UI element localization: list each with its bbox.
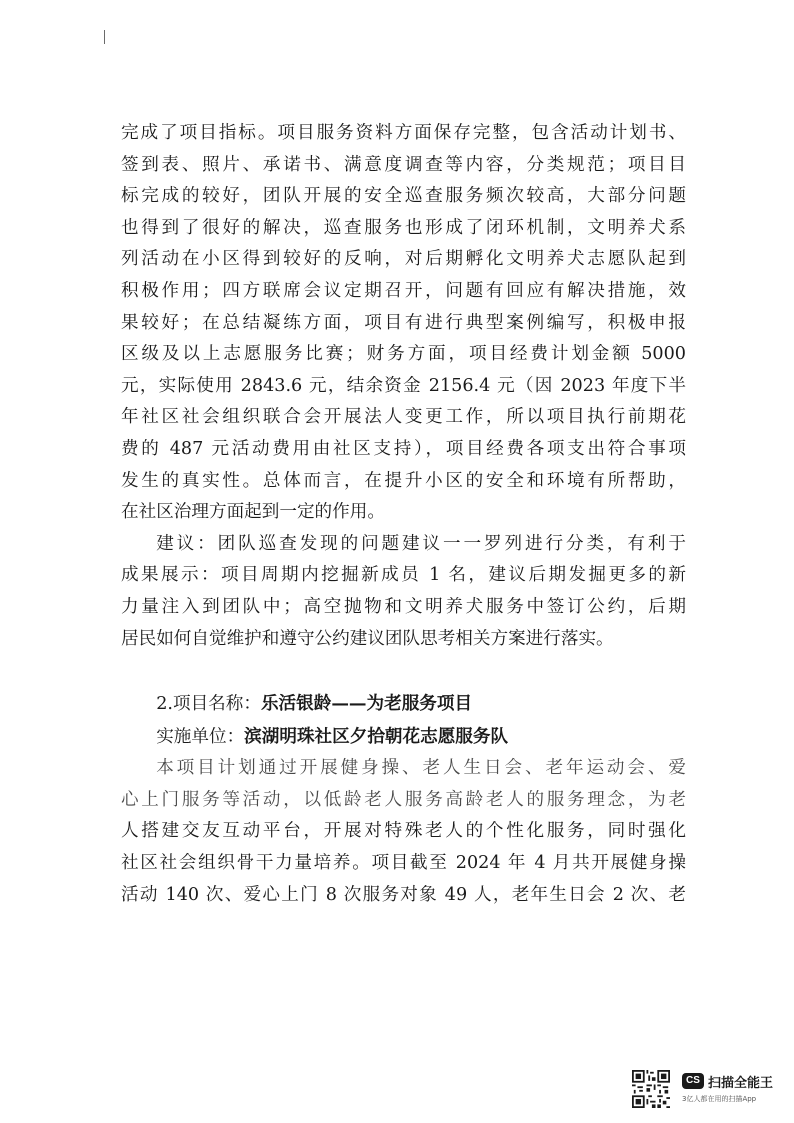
paragraph-line: 在社区治理方面起到一定的作用。 — [121, 502, 385, 523]
paragraph-line: 签到表、照片、承诺书、满意度调查等内容，分类规范；项目目 — [121, 154, 686, 175]
paragraph-line: 也得到了很好的解决，巡查服务也形成了闭环机制，文明养犬系 — [121, 217, 686, 238]
implementing-unit-value: 滨湖明珠社区夕拾朝花志愿服务队 — [244, 725, 509, 747]
camscanner-watermark — [632, 1070, 782, 1110]
paragraph-line: 完成了项目指标。项目服务资料方面保存完整，包含活动计划书、 — [121, 123, 686, 143]
paragraph-line: 年社区社会组织联合会开展法人变更工作，所以项目执行前期花 — [121, 407, 686, 428]
camscanner-app-name: 扫描全能王 — [708, 1076, 774, 1091]
camscanner-logo-icon: CS — [682, 1073, 704, 1089]
paragraph-line: 力量注入到团队中；高空抛物和文明养犬服务中签订公约，后期 — [121, 596, 686, 617]
paragraph-line: 列活动在小区得到较好的反响，对后期孵化文明养犬志愿队起到 — [121, 249, 686, 270]
paragraph-line: 发生的真实性。总体而言，在提升小区的安全和环境有所帮助， — [121, 470, 686, 491]
paragraph-line: 区级及以上志愿服务比赛；财务方面，项目经费计划金额 5000 — [121, 344, 686, 365]
paragraph-line: 成果展示：项目周期内挖掘新成员 1 名，建议后期发掘更多的新 — [121, 565, 686, 586]
paragraph-line: 心上门服务等活动，以低龄老人服务高龄老人的服务理念，为老 — [121, 789, 686, 810]
implementing-unit-heading — [121, 721, 686, 754]
document-body — [121, 118, 686, 911]
paragraph-line: 积极作用；四方联席会议定期召开，问题有回应有解决措施，效 — [121, 280, 686, 301]
project-description-paragraph — [121, 753, 686, 911]
project-name-value: 乐活银龄——为老服务项目 — [260, 693, 473, 715]
paragraph-line: 元，实际使用 2843.6 元，结余资金 2156.4 元（因 2023 年度下半 — [121, 375, 686, 396]
paragraph-line: 活动 140 次、爱心上门 8 次服务对象 49 人，老年生日会 2 次、老 — [121, 884, 686, 905]
evaluation-paragraph — [121, 118, 686, 529]
project-name-label: 2.项目名称： — [156, 694, 261, 715]
suggestion-paragraph — [121, 529, 686, 655]
implementing-unit-label: 实施单位： — [156, 726, 245, 747]
scan-artifact-mark — [104, 30, 105, 44]
paragraph-line: 果较好；在总结凝练方面，项目有进行典型案例编写，积极申报 — [121, 312, 686, 333]
project-name-heading — [121, 688, 686, 721]
qr-code-icon — [632, 1070, 670, 1108]
paragraph-line: 建议：团队巡查发现的问题建议一一罗列进行分类，有利于 — [156, 533, 686, 554]
paragraph-line: 居民如何自觉维护和遵守公约建议团队思考相关方案进行落实。 — [121, 628, 614, 649]
paragraph-line: 费的 487 元活动费用由社区支持），项目经费各项支出符合事项 — [121, 438, 686, 459]
paragraph-line: 人搭建交友互动平台，开展对特殊老人的个性化服务，同时强化 — [121, 821, 686, 842]
paragraph-line: 社区社会组织骨干力量培养。项目截至 2024 年 4 月共开展健身操 — [121, 853, 686, 874]
section-spacer — [121, 655, 686, 688]
paragraph-line: 本项目计划通过开展健身操、老人生日会、老年运动会、爱 — [156, 758, 686, 779]
paragraph-line: 标完成的较好，团队开展的安全巡查服务频次较高，大部分问题 — [121, 186, 686, 207]
camscanner-slogan: 3亿人都在用的扫描App — [682, 1095, 757, 1103]
